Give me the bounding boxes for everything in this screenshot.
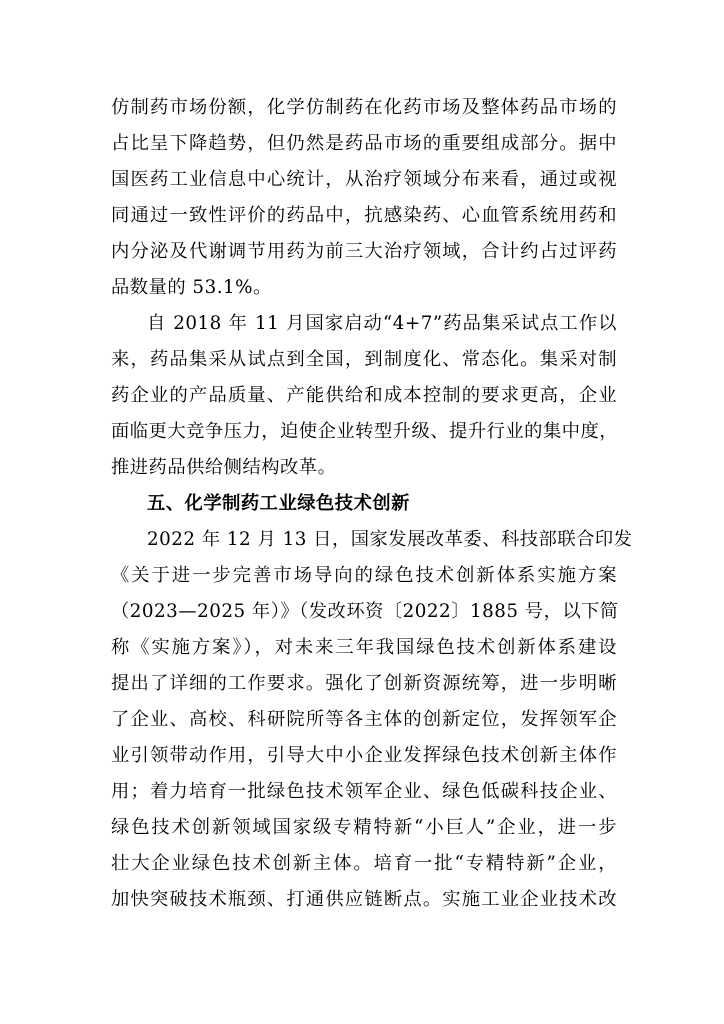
paragraph-3-line-5: 提出了详细的工作要求。强化了创新资源统筹，进一步明晰 — [111, 673, 617, 694]
paragraph-3-line-1: 2022 年 12 月 13 日，国家发展改革委、科技部联合印发 — [147, 529, 633, 550]
paragraph-2-line-2: 来，药品集采从试点到全国，到制度化、常态化。集采对制 — [111, 349, 617, 370]
paragraph-1-line-6: 品数量的 53.1%。 — [111, 277, 272, 298]
paragraph-2-line-3: 药企业的产品质量、产能供给和成本控制的要求更高，企业 — [111, 385, 617, 406]
paragraph-1-line-2: 占比呈下降趋势，但仍然是药品市场的重要组成部分。据中 — [111, 133, 617, 154]
paragraph-2-line-4: 面临更大竞争压力，迫使企业转型升级、提升行业的集中度， — [111, 421, 619, 442]
paragraph-3-line-4: 称《实施方案》），对未来三年我国绿色技术创新体系建设 — [111, 637, 617, 658]
paragraph-3-line-9: 绿色技术创新领域国家级专精特新“小巨人”企业，进一步 — [111, 817, 617, 838]
paragraph-2-line-1: 自 2018 年 11 月国家启动“4+7”药品集采试点工作以 — [147, 313, 617, 334]
paragraph-1-line-1: 仿制药市场份额，化学仿制药在化药市场及整体药品市场的 — [111, 97, 617, 118]
paragraph-3-line-11: 加快突破技术瓶颈、打通供应链断点。实施工业企业技术改 — [111, 889, 617, 910]
paragraph-3-line-2: 《关于进一步完善市场导向的绿色技术创新体系实施方案 — [111, 565, 617, 586]
paragraph-1-line-3: 国医药工业信息中心统计，从治疗领域分布来看，通过或视 — [111, 169, 617, 190]
paragraph-1-line-4: 同通过一致性评价的药品中，抗感染药、心血管系统用药和 — [111, 205, 617, 226]
paragraph-1-line-5: 内分泌及代谢调节用药为前三大治疗领域，合计约占过评药 — [111, 241, 617, 262]
paragraph-3-line-8: 用；着力培育一批绿色技术领军企业、绿色低碳科技企业、 — [111, 781, 617, 802]
section-heading: 五、化学制药工业绿色技术创新 — [147, 493, 410, 514]
paragraph-3-line-6: 了企业、高校、科研院所等各主体的创新定位，发挥领军企 — [111, 709, 617, 730]
paragraph-3-line-10: 壮大企业绿色技术创新主体。培育一批“专精特新”企业， — [111, 853, 617, 874]
paragraph-3-line-3: （2023—2025 年）》（发改环资〔2022〕1885 号，以下简 — [111, 601, 619, 622]
paragraph-2-line-5: 推进药品供给侧结构改革。 — [111, 457, 337, 478]
paragraph-3-line-7: 业引领带动作用，引导大中小企业发挥绿色技术创新主体作 — [111, 745, 617, 766]
